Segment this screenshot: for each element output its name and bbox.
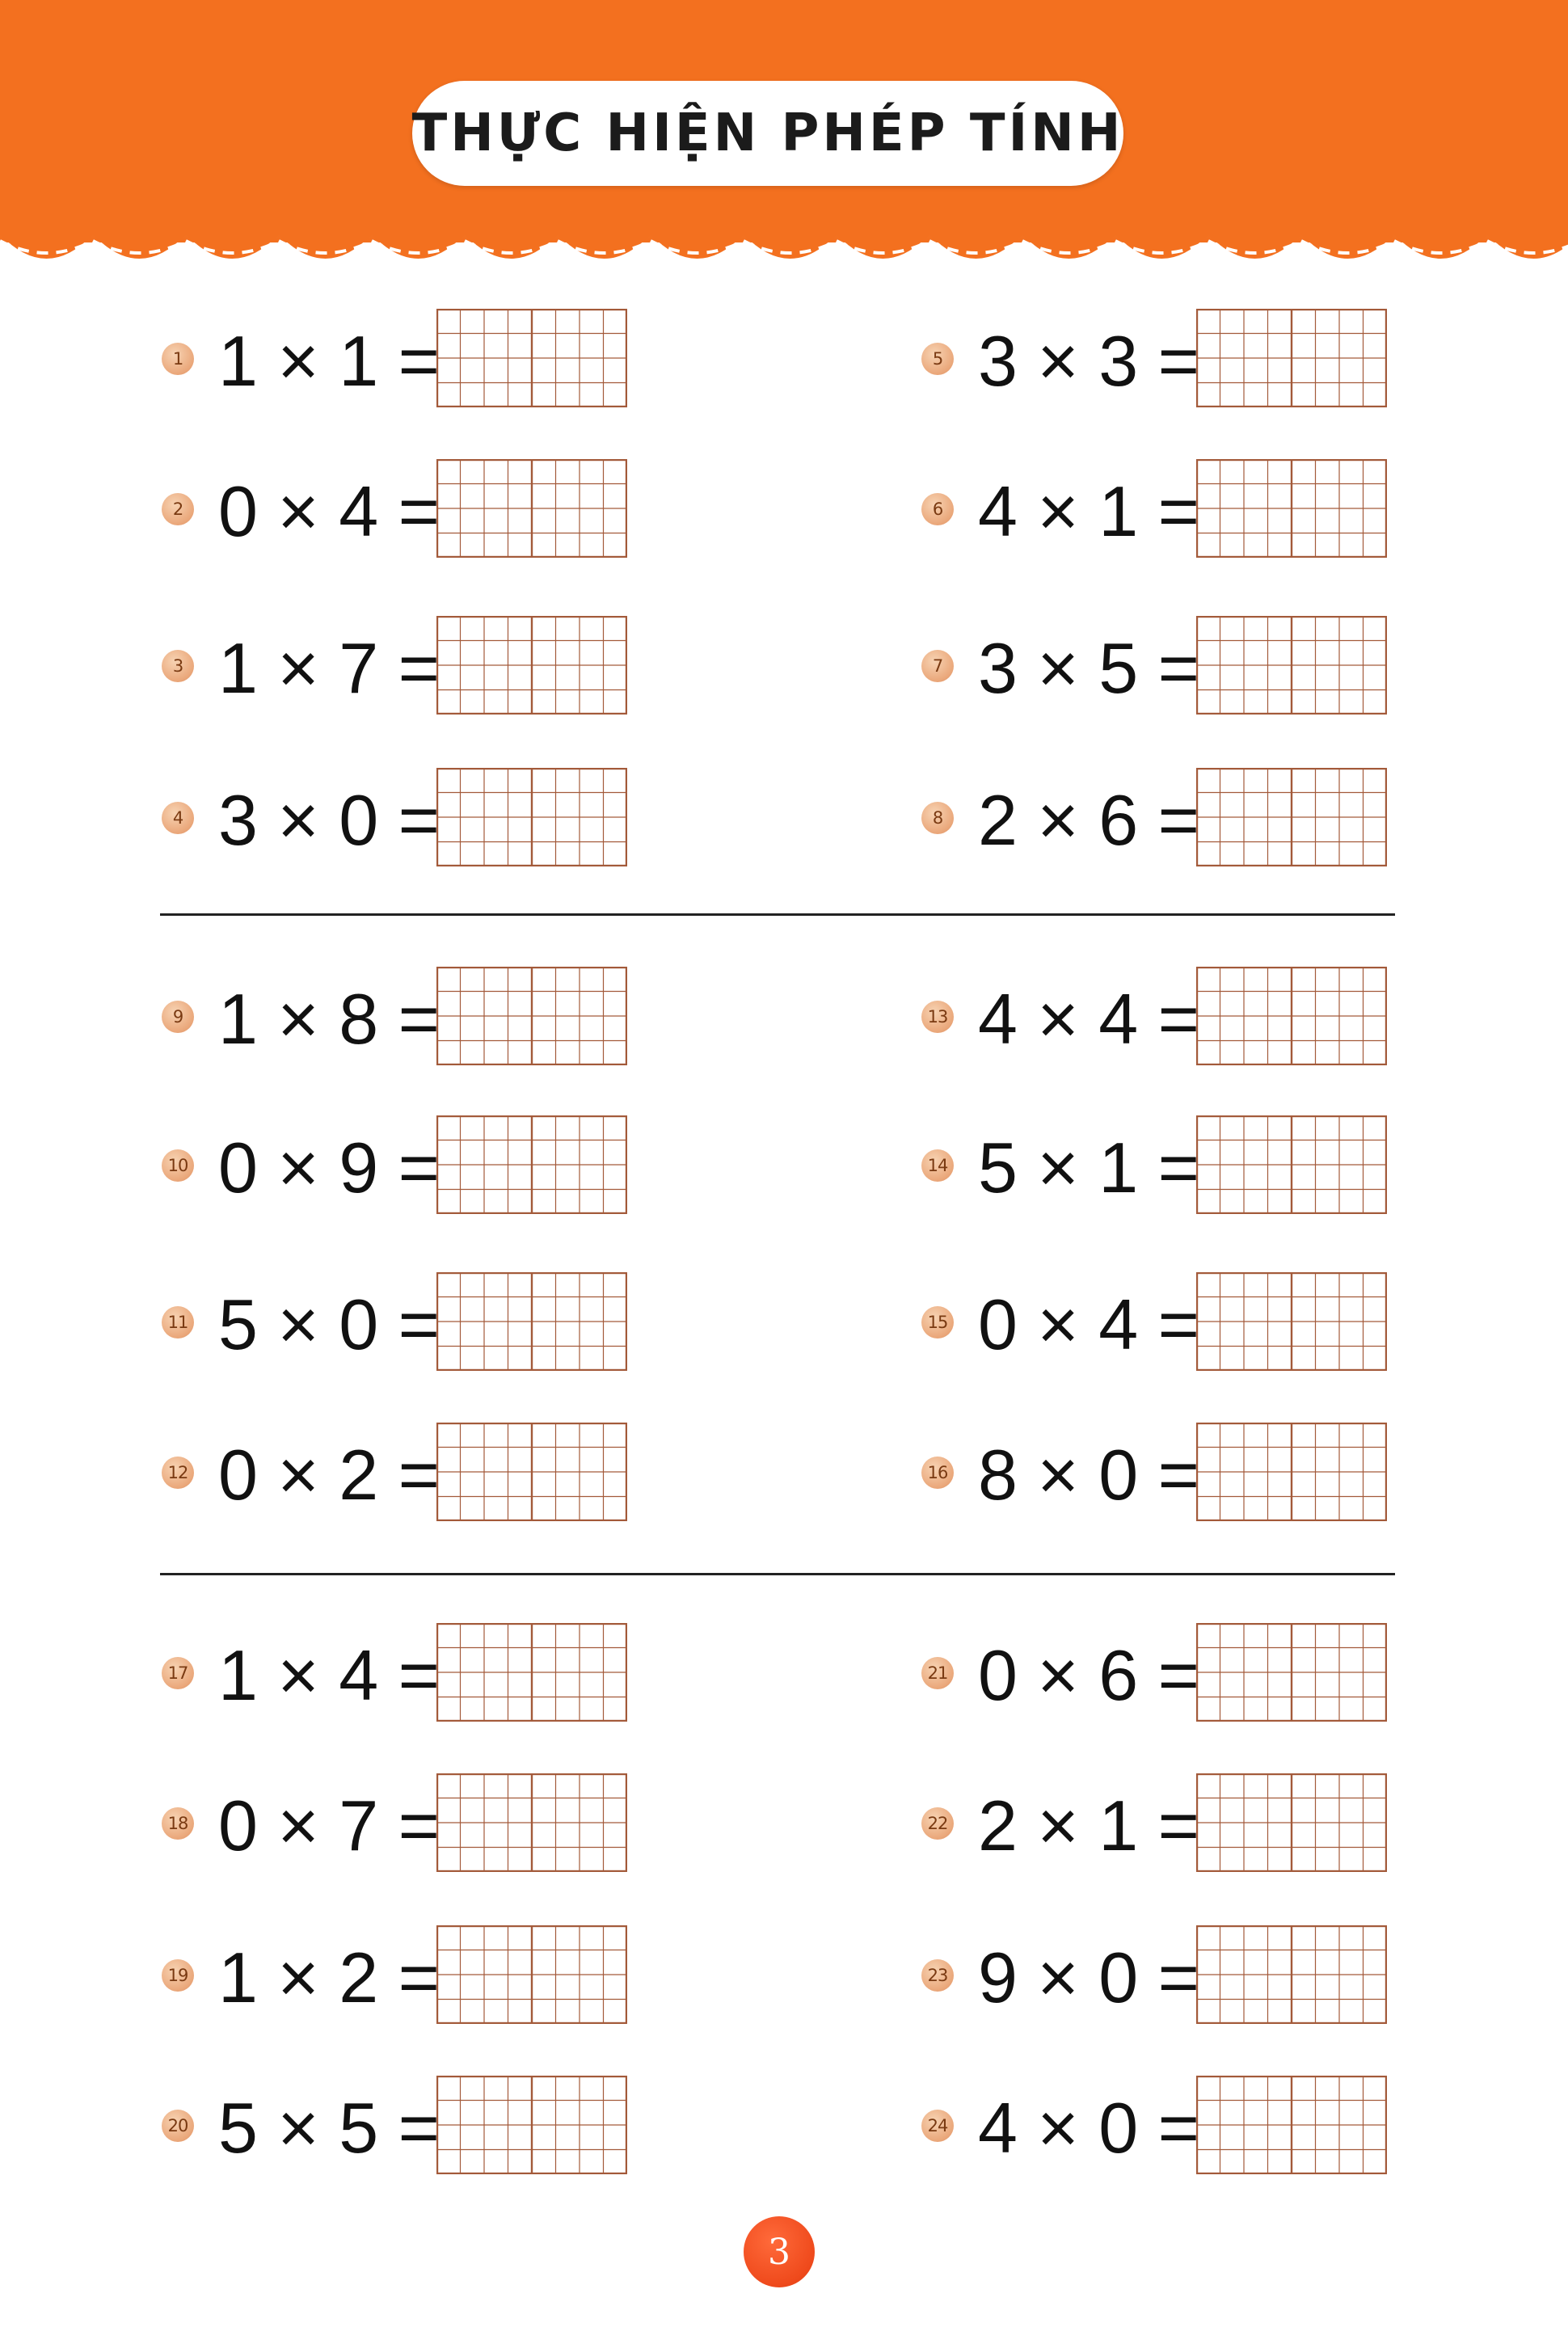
problem-expression: 1 × 8 =: [218, 979, 440, 1059]
answer-grid[interactable]: [436, 2076, 627, 2174]
problem-number-badge: 19: [162, 1959, 194, 1992]
answer-grid[interactable]: [1196, 616, 1387, 715]
answer-grid[interactable]: [1196, 1773, 1387, 1872]
problem-expression: 5 × 5 =: [218, 2088, 440, 2168]
problem-14: [921, 1115, 1568, 1220]
answer-grid[interactable]: [436, 459, 627, 558]
answer-grid[interactable]: [1196, 2076, 1387, 2174]
problem-expression: 4 × 4 =: [978, 979, 1200, 1059]
problem-2: [162, 459, 889, 564]
answer-grid[interactable]: [1196, 309, 1387, 407]
problem-9: [162, 967, 889, 1072]
problem-number-badge: 14: [921, 1149, 954, 1182]
problem-number-badge: 20: [162, 2110, 194, 2142]
problem-3: [162, 616, 889, 721]
section-divider: [160, 1573, 1395, 1575]
problem-12: [162, 1423, 889, 1528]
problem-number-badge: 3: [162, 650, 194, 682]
problem-11: [162, 1272, 889, 1377]
problem-number-badge: 22: [921, 1807, 954, 1840]
problem-expression: 1 × 4 =: [218, 1635, 440, 1715]
problem-expression: 0 × 4 =: [978, 1284, 1200, 1364]
problem-expression: 0 × 2 =: [218, 1435, 440, 1515]
problem-expression: 3 × 0 =: [218, 780, 440, 860]
problem-number-badge: 24: [921, 2110, 954, 2142]
answer-grid[interactable]: [436, 309, 627, 407]
answer-grid[interactable]: [1196, 1115, 1387, 1214]
problem-expression: 1 × 2 =: [218, 1937, 440, 2017]
problem-16: [921, 1423, 1568, 1528]
problem-expression: 3 × 5 =: [978, 628, 1200, 708]
problem-number-badge: 7: [921, 650, 954, 682]
problem-expression: 4 × 1 =: [978, 471, 1200, 551]
problem-5: [921, 309, 1568, 414]
problem-expression: 5 × 1 =: [978, 1128, 1200, 1208]
answer-grid[interactable]: [436, 1623, 627, 1722]
problem-20: [162, 2076, 889, 2181]
problem-6: [921, 459, 1568, 564]
answer-grid[interactable]: [1196, 967, 1387, 1065]
problem-expression: 2 × 1 =: [978, 1785, 1200, 1866]
problem-expression: 3 × 3 =: [978, 321, 1200, 401]
answer-grid[interactable]: [436, 1423, 627, 1521]
problem-number-badge: 5: [921, 343, 954, 375]
problem-number-badge: 9: [162, 1001, 194, 1033]
answer-grid[interactable]: [1196, 1623, 1387, 1722]
problem-expression: 1 × 7 =: [218, 628, 440, 708]
problem-18: [162, 1773, 889, 1878]
problem-number-badge: 2: [162, 493, 194, 525]
problem-7: [921, 616, 1568, 721]
answer-grid[interactable]: [436, 1115, 627, 1214]
problem-21: [921, 1623, 1568, 1728]
problem-expression: 0 × 6 =: [978, 1635, 1200, 1715]
problem-24: [921, 2076, 1568, 2181]
problem-number-badge: 23: [921, 1959, 954, 1992]
problem-number-badge: 11: [162, 1306, 194, 1339]
answer-grid[interactable]: [436, 1272, 627, 1371]
answer-grid[interactable]: [436, 1925, 627, 2024]
problem-expression: 0 × 7 =: [218, 1785, 440, 1866]
answer-grid[interactable]: [436, 1773, 627, 1872]
problem-number-badge: 15: [921, 1306, 954, 1339]
answer-grid[interactable]: [436, 967, 627, 1065]
answer-grid[interactable]: [436, 616, 627, 715]
problem-number-badge: 16: [921, 1457, 954, 1489]
problem-number-badge: 18: [162, 1807, 194, 1840]
section-divider: [160, 913, 1395, 916]
problem-expression: 2 × 6 =: [978, 780, 1200, 860]
problem-number-badge: 8: [921, 802, 954, 834]
problem-expression: 4 × 0 =: [978, 2088, 1200, 2168]
page-number-badge: 3: [744, 2216, 815, 2287]
problem-number-badge: 10: [162, 1149, 194, 1182]
problem-19: [162, 1925, 889, 2030]
answer-grid[interactable]: [1196, 1423, 1387, 1521]
problem-expression: 1 × 1 =: [218, 321, 440, 401]
problem-number-badge: 17: [162, 1657, 194, 1689]
answer-grid[interactable]: [436, 768, 627, 866]
answer-grid[interactable]: [1196, 768, 1387, 866]
answer-grid[interactable]: [1196, 1925, 1387, 2024]
title-pill: [412, 81, 1123, 186]
problem-number-badge: 6: [921, 493, 954, 525]
problem-17: [162, 1623, 889, 1728]
answer-grid[interactable]: [1196, 1272, 1387, 1371]
problem-expression: 5 × 0 =: [218, 1284, 440, 1364]
problem-expression: 0 × 9 =: [218, 1128, 440, 1208]
problem-number-badge: 21: [921, 1657, 954, 1689]
problem-number-badge: 1: [162, 343, 194, 375]
problem-number-badge: 13: [921, 1001, 954, 1033]
problem-22: [921, 1773, 1568, 1878]
problem-expression: 0 × 4 =: [218, 471, 440, 551]
problem-23: [921, 1925, 1568, 2030]
answer-grid[interactable]: [1196, 459, 1387, 558]
problem-8: [921, 768, 1568, 873]
page-title: THỰC HIỆN PHÉP TÍNH: [411, 103, 1124, 163]
problem-expression: 9 × 0 =: [978, 1937, 1200, 2017]
problem-number-badge: 12: [162, 1457, 194, 1489]
problem-number-badge: 4: [162, 802, 194, 834]
problem-13: [921, 967, 1568, 1072]
problem-10: [162, 1115, 889, 1220]
problem-1: [162, 309, 889, 414]
problem-15: [921, 1272, 1568, 1377]
problem-expression: 8 × 0 =: [978, 1435, 1200, 1515]
problem-4: [162, 768, 889, 873]
